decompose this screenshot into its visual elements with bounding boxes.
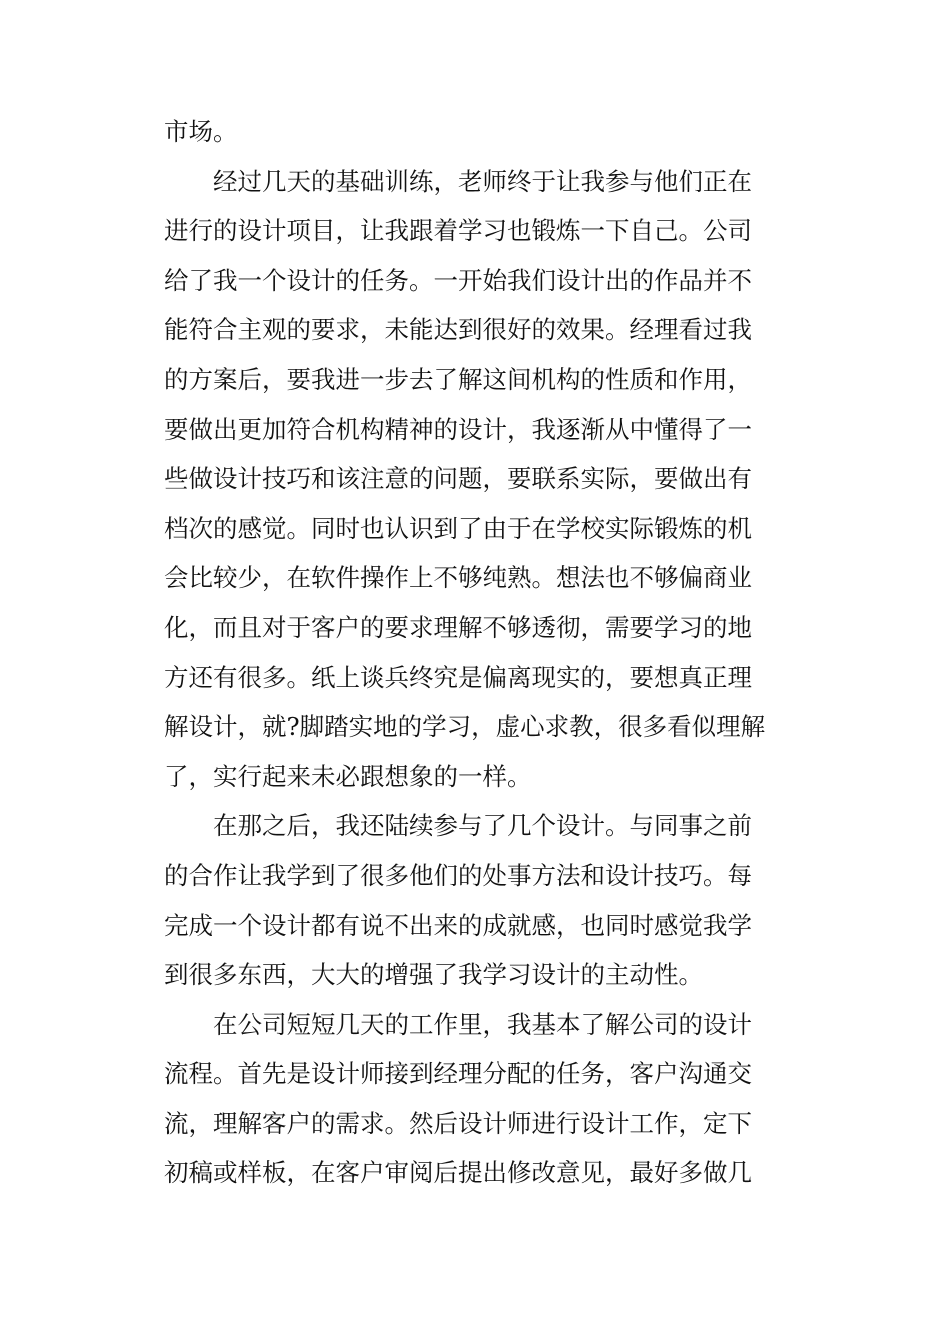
text-line: 流，理解客户的需求。然后设计师进行设计工作，定下 — [164, 1108, 752, 1138]
text-line: 给了我一个设计的任务。一开始我们设计出的作品并不 — [164, 265, 752, 295]
text-line: 的合作让我学到了很多他们的处事方法和设计技巧。每 — [164, 860, 752, 890]
body-text — [164, 107, 804, 1198]
text-line: 档次的感觉。同时也认识到了由于在学校实际锻炼的机 — [164, 513, 752, 543]
text-line: 能符合主观的要求，未能达到很好的效果。经理看过我 — [164, 315, 752, 345]
text-line: 市场。 — [164, 117, 238, 146]
text-line: 了，实行起来未必跟想象的一样。 — [164, 761, 532, 791]
text-line: 的方案后，要我进一步去了解这间机构的性质和作用， — [164, 364, 752, 394]
text-line: 化，而且对于客户的要求理解不够透彻，需要学习的地 — [164, 612, 752, 642]
paragraph-start-line: 在那之后，我还陆续参与了几个设计。与同事之前 — [213, 811, 752, 841]
text-line: 流程。首先是设计师接到经理分配的任务，客户沟通交 — [164, 1059, 752, 1089]
text-line: 会比较少，在软件操作上不够纯熟。想法也不够偏商业 — [164, 563, 752, 593]
paragraph-start-line: 经过几天的基础训练，老师终于让我参与他们正在 — [213, 166, 752, 196]
text-line: 完成一个设计都有说不出来的成就感，也同时感觉我学 — [164, 910, 752, 940]
text-line: 要做出更加符合机构精神的设计，我逐渐从中懂得了一 — [164, 414, 752, 444]
text-line: 解设计，就?脚踏实地的学习，虚心求教，很多看似理解 — [164, 712, 766, 742]
text-line: 些做设计技巧和该注意的问题，要联系实际，要做出有 — [164, 464, 752, 494]
text-line: 初稿或样板，在客户审阅后提出修改意见，最好多做几 — [164, 1158, 752, 1188]
text-line: 到很多东西，大大的增强了我学习设计的主动性。 — [164, 960, 703, 990]
text-line: 进行的设计项目，让我跟着学习也锻炼一下自己。公司 — [164, 216, 752, 246]
paragraph-start-line: 在公司短短几天的工作里，我基本了解公司的设计 — [213, 1009, 752, 1039]
text-line: 方还有很多。纸上谈兵终究是偏离现实的，要想真正理 — [164, 662, 752, 692]
